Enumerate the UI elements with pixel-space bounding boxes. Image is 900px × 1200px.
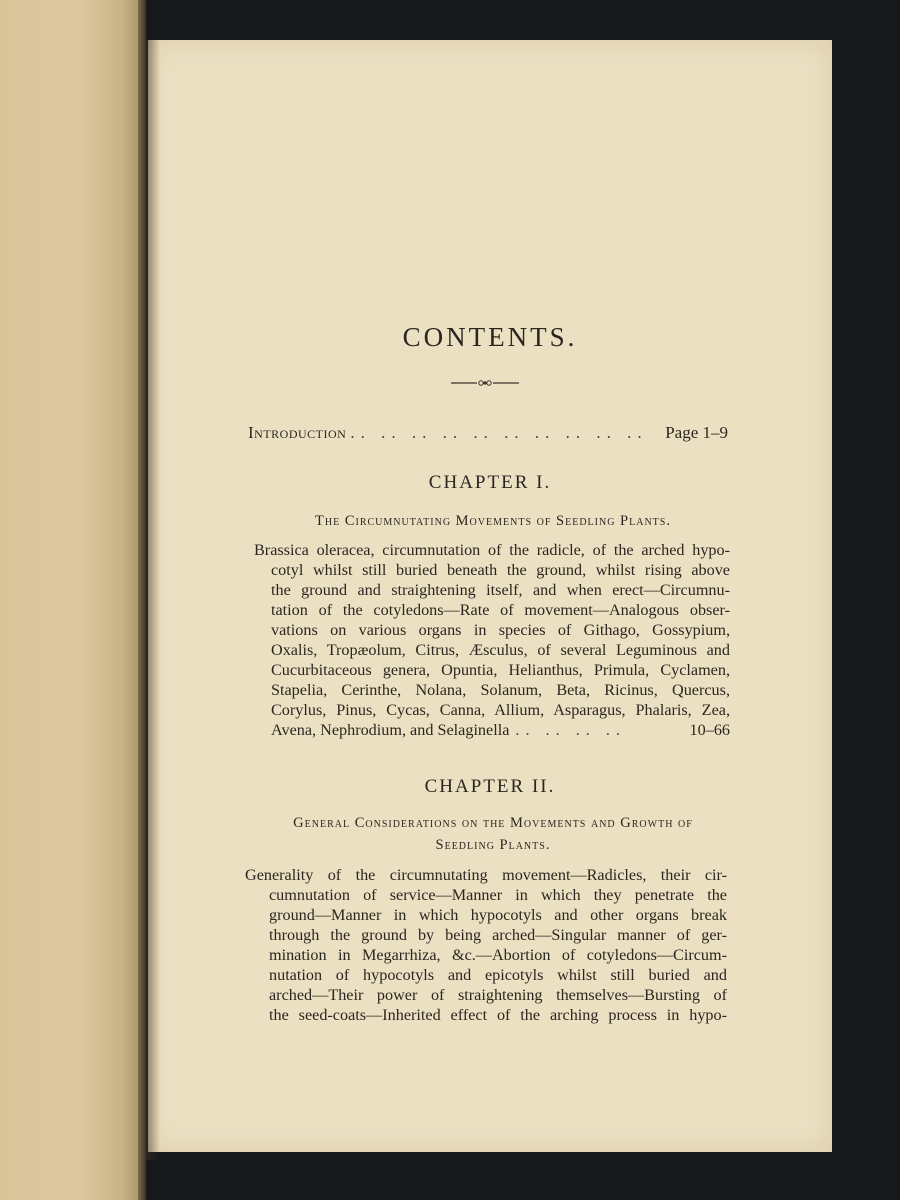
summary-line: nutation of hypocotyls and epicotyls whilst still buried and [269, 966, 727, 984]
summary-line: vations on various organs in species of Githago, Gossypium, [271, 621, 730, 639]
summary-line: Avena, Nephrodium, and Selaginella [271, 721, 510, 739]
summary-line: tation of the cotyledons—Rate of movement—Analogous obser- [271, 601, 730, 619]
subtitle-line: General Considerations on the Movements and Growth of [293, 815, 693, 831]
toc-entry-introduction[interactable] [248, 423, 728, 443]
ornament-divider-icon [451, 376, 519, 390]
toc-page-number: Page 1–9 [665, 423, 728, 442]
chapter-2-subtitle [228, 812, 758, 856]
summary-line: Stapelia, Cerinthe, Nolana, Solanum, Beta, Ricinus, Quercus, [271, 681, 730, 699]
book-page [148, 40, 832, 1152]
summary-line: Oxalis, Tropæolum, Citrus, Æsculus, of several Leguminous and [271, 641, 730, 659]
summary-line: arched—Their power of straightening themselves—Bursting of [269, 986, 727, 1004]
summary-line: ground—Manner in which hypocotyls and other organs break [269, 906, 727, 924]
facing-page [0, 0, 142, 1200]
subtitle-line: Seedling Plants. [435, 837, 551, 853]
chapter-2-summary [245, 865, 727, 1025]
chapter-2-heading[interactable]: CHAPTER II. [424, 776, 556, 797]
summary-line: Generality of the circumnutating movement—Radicles, their cir- [245, 866, 727, 884]
summary-line: Brassica oleracea, circumnutation of the radicle, of the arched hypo- [254, 541, 730, 559]
chapter-1-summary [254, 540, 730, 740]
spine-shadow [146, 40, 160, 1160]
summary-line: Cucurbitaceous genera, Opuntia, Helianthus, Primula, Cyclamen, [271, 661, 730, 679]
facing-page-edge [138, 0, 146, 1200]
toc-entry-label: Introduction [248, 423, 347, 442]
summary-line: cotyl whilst still buried beneath the ground, whilst rising above [271, 561, 730, 579]
summary-line: Corylus, Pinus, Cycas, Canna, Allium, Asparagus, Phalaris, Zea, [271, 701, 730, 719]
chapter-1-subtitle [228, 510, 758, 532]
dot-leader: .. .. .. .. [515, 721, 626, 739]
summary-line: mination in Megarrhiza, &c.—Abortion of cotyledons—Circum- [269, 946, 727, 964]
summary-line: cumnutation of service—Manner in which they penetrate the [269, 886, 727, 904]
chapter-1-heading[interactable]: CHAPTER I. [428, 472, 552, 493]
summary-line: the ground and straightening itself, and when erect—Circumnu- [271, 581, 730, 599]
summary-line: through the ground by being arched—Singular manner of ger- [269, 926, 727, 944]
summary-line: the seed-coats—Inherited effect of the arching process in hypo- [269, 1006, 727, 1024]
summary-last-line [254, 720, 730, 740]
page-title: CONTENTS. [402, 322, 578, 352]
subtitle-line: The Circumnutating Movements of Seedling Plants. [315, 513, 671, 529]
dot-leader: .. .. .. .. .. .. .. .. .. .. [350, 423, 648, 442]
toc-page-range: 10–66 [689, 721, 730, 739]
